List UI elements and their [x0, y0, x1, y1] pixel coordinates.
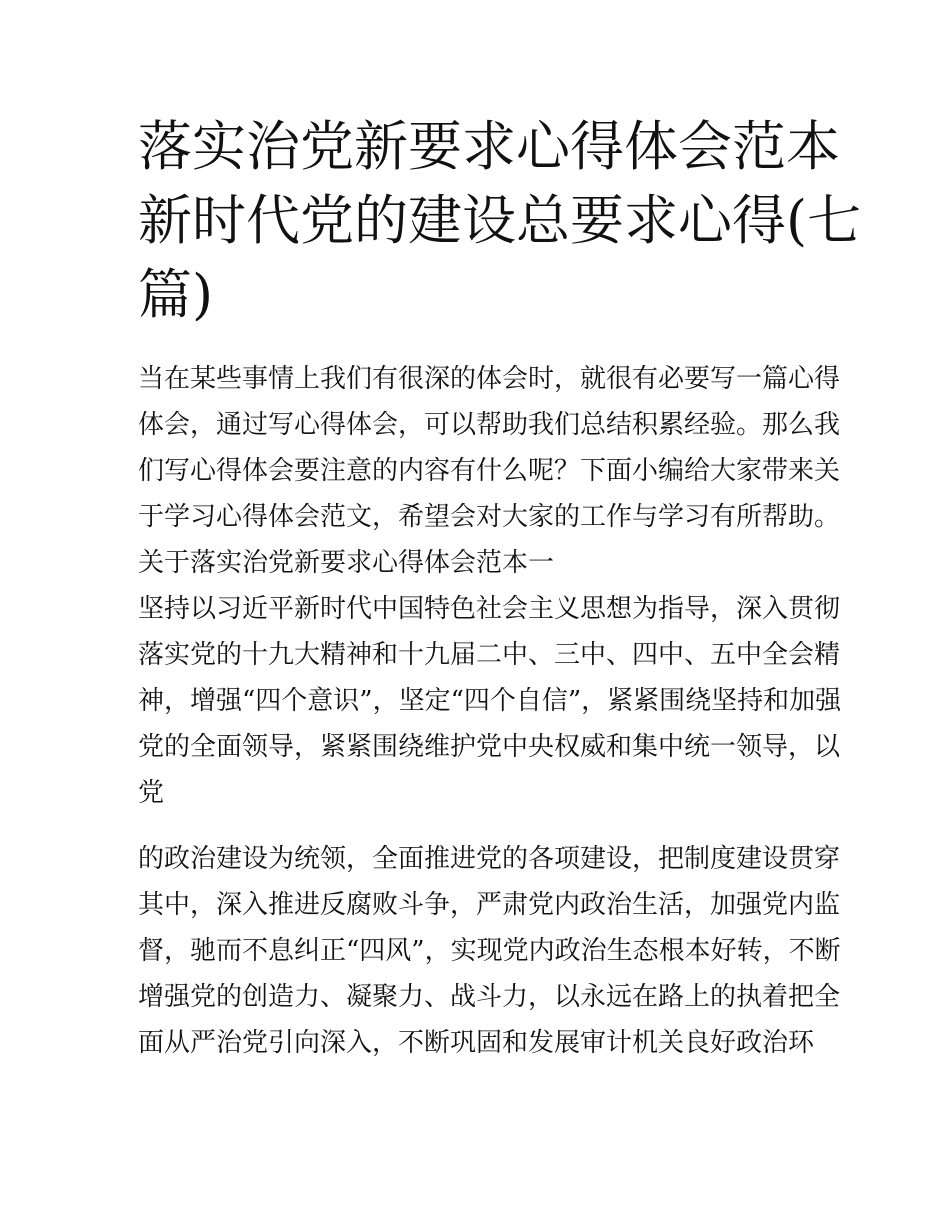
document-body: [138, 356, 842, 1066]
text-line: 党: [138, 778, 165, 808]
text-line: 于学习心得体会范文，希望会对大家的工作与学习有所帮助。: [138, 502, 841, 532]
text-line: 党的全面领导，紧紧围绕维护党中央权威和集中统一领导，以: [138, 732, 841, 762]
title-line: 新时代党的建设总要求心得(七: [138, 189, 862, 252]
document-title: [138, 110, 862, 332]
title-line: 篇): [138, 263, 214, 326]
paragraph-gap: [138, 816, 828, 836]
text-line: 落实党的十九大精神和十九届二中、三中、四中、五中全会精: [138, 640, 841, 670]
text-line: 面从严治党引向深入，不断巩固和发展审计机关良好政治环: [138, 1028, 815, 1058]
text-line: 的政治建设为统领，全面推进党的各项建设，把制度建设贯穿: [138, 844, 841, 874]
text-line: 坚持以习近平新时代中国特色社会主义思想为指导，深入贯彻: [138, 594, 841, 624]
text-line: 神，增强“四个意识”，坚定“四个自信”，紧紧围绕坚持和加强: [138, 686, 842, 716]
body-paragraph-2: [138, 836, 841, 1066]
body-paragraph-1: [138, 586, 842, 816]
text-line: 体会，通过写心得体会，可以帮助我们总结积累经验。那么我: [138, 410, 841, 440]
text-line: 们写心得体会要注意的内容有什么呢？下面小编给大家带来关: [138, 456, 841, 486]
title-line: 落实治党新要求心得体会范本: [138, 115, 840, 178]
text-line: 其中，深入推进反腐败斗争，严肃党内政治生活，加强党内监: [138, 890, 841, 920]
text-line: 当在某些事情上我们有很深的体会时，就很有必要写一篇心得: [138, 364, 841, 394]
text-line: 增强党的创造力、凝聚力、战斗力，以永远在路上的执着把全: [138, 982, 841, 1012]
intro-paragraph: [138, 356, 841, 540]
text-line: 督，驰而不息纠正“四风”，实现党内政治生态根本好转，不断: [138, 936, 841, 966]
section-heading: 关于落实治党新要求心得体会范本一: [138, 548, 555, 578]
